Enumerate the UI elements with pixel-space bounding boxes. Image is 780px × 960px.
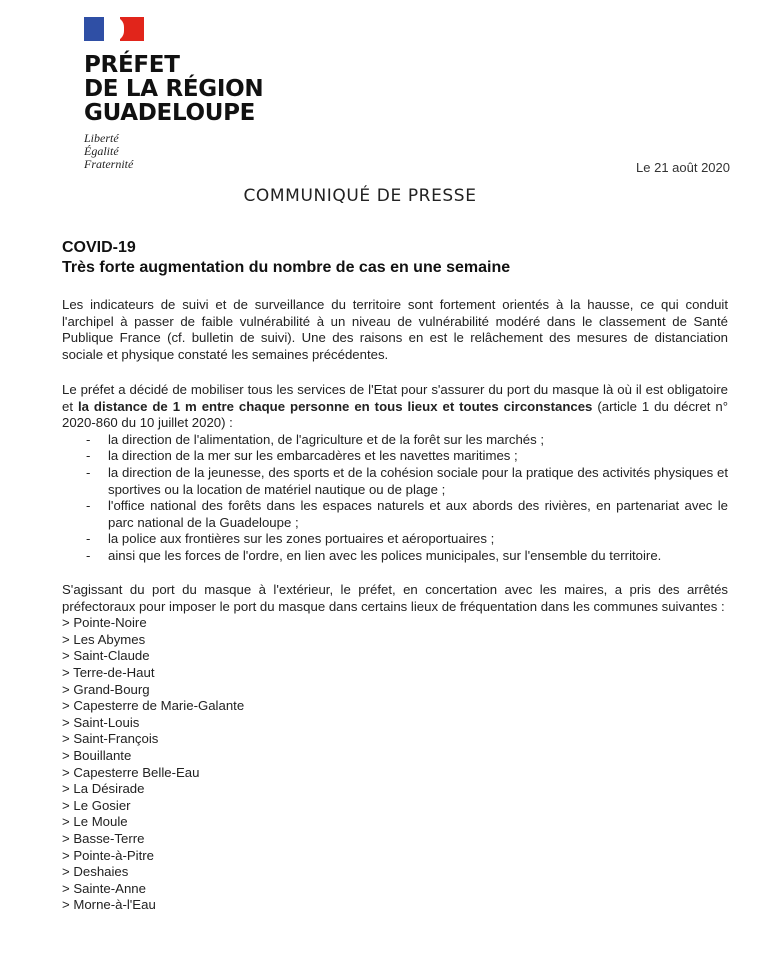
commune-item: > Capesterre Belle-Eau: [62, 764, 200, 780]
commune-item: > Bouillante: [62, 747, 132, 763]
logo-line: GUADELOUPE: [84, 100, 256, 126]
commune-item: > Saint-Claude: [62, 648, 150, 664]
commune-item: > Morne-à-l'Eau: [62, 897, 156, 913]
list-item: - ainsi que les forces de l'ordre, en lien avec les polices municipales, sur l'ensemble du territoire.: [86, 548, 728, 565]
commune-item: > Capesterre de Marie-Galante: [62, 698, 245, 714]
commune-item: > Pointe-Noire: [62, 615, 147, 631]
logo-title: [84, 53, 263, 125]
paragraph-reference: (article 1 du décret n° 2020-860 du 10 juillet 2020) :: [62, 398, 729, 431]
list-item: - la direction de la mer sur les embarcadères et les navettes maritimes ;: [86, 448, 728, 465]
paragraph-measures: [62, 382, 728, 565]
commune-item: > La Désirade: [62, 781, 145, 797]
commune-item: > Le Gosier: [62, 797, 131, 813]
motto-line: Liberté: [84, 131, 119, 145]
commune-item: > Saint-Louis: [62, 714, 140, 730]
commune-item: > Basse-Terre: [62, 830, 145, 846]
list-item: - la direction de l'alimentation, de l'agriculture et de la forêt sur les marchés ;: [86, 432, 728, 449]
motto-line: Fraternité: [84, 157, 134, 171]
paragraph-intro: Le préfet a décidé de mobiliser tous les services de l'Etat pour s'assurer du port du masque là où il est obligatoire et: [62, 382, 728, 414]
list-item: - la direction de la jeunesse, des sports et de la cohésion sociale pour la pratique des activités physiques et sportives ou la location de matériel nautique ou de plage ;: [86, 465, 728, 498]
document-title: [0, 186, 780, 206]
commune-item: > Pointe-à-Pitre: [62, 847, 154, 863]
paragraph-text: S'agissant du port du masque à l'extérieur, le préfet, en concertation avec les maires, a pris des arrêtés préfectoraux pour imposer le port du masque dans certains lieux de fréquentation dans les communes suivantes :: [62, 582, 728, 614]
marianne-flag-icon: [84, 17, 144, 41]
communes-list: [62, 615, 728, 914]
commune-item: > Saint-François: [62, 731, 159, 747]
logo-line: PRÉFET: [84, 52, 180, 78]
paragraph-text: Les indicateurs de suivi et de surveillance du territoire sont fortement orientés à la hausse, ce qui conduit l'archipel à passer de faible vulnérabilité à un niveau de vulnérabilité modéré dans le classement de Santé Publique France (cf. bulletin de suivi). Une des raisons en est le relâchement des mesures de distanciation sociale et physique constaté les semaines précédentes.: [62, 297, 728, 362]
services-list: [62, 432, 728, 565]
press-heading: [62, 238, 510, 278]
paragraph-situation: [62, 297, 728, 363]
commune-item: > Le Moule: [62, 814, 128, 830]
commune-item: > Deshaies: [62, 864, 129, 880]
heading-subtitle: Très forte augmentation du nombre de cas en une semaine: [62, 259, 511, 276]
logo-line: DE LA RÉGION: [84, 76, 264, 102]
motto: [84, 132, 263, 171]
heading-topic: COVID-19: [62, 239, 136, 256]
motto-line: Égalité: [84, 144, 119, 158]
commune-item: > Terre-de-Haut: [62, 664, 155, 680]
list-item: - l'office national des forêts dans les espaces naturels et aux abords des rivières, en partenariat avec le parc national de la Guadeloupe ;: [86, 498, 728, 531]
prefecture-logo: [84, 17, 263, 171]
document-date: Le 21 août 2020: [636, 160, 730, 175]
commune-item: > Grand-Bourg: [62, 681, 150, 697]
document-title-text: COMMUNIQUÉ DE PRESSE: [243, 186, 477, 206]
commune-item: > Les Abymes: [62, 631, 146, 647]
paragraph-communes: [62, 582, 728, 914]
list-item: - la police aux frontières sur les zones portuaires et aéroportuaires ;: [86, 531, 728, 548]
paragraph-emphasis: la distance de 1 m entre chaque personne en tous lieux et toutes circonstances: [77, 398, 593, 414]
commune-item: > Sainte-Anne: [62, 880, 146, 896]
paragraph-text: [62, 382, 728, 432]
